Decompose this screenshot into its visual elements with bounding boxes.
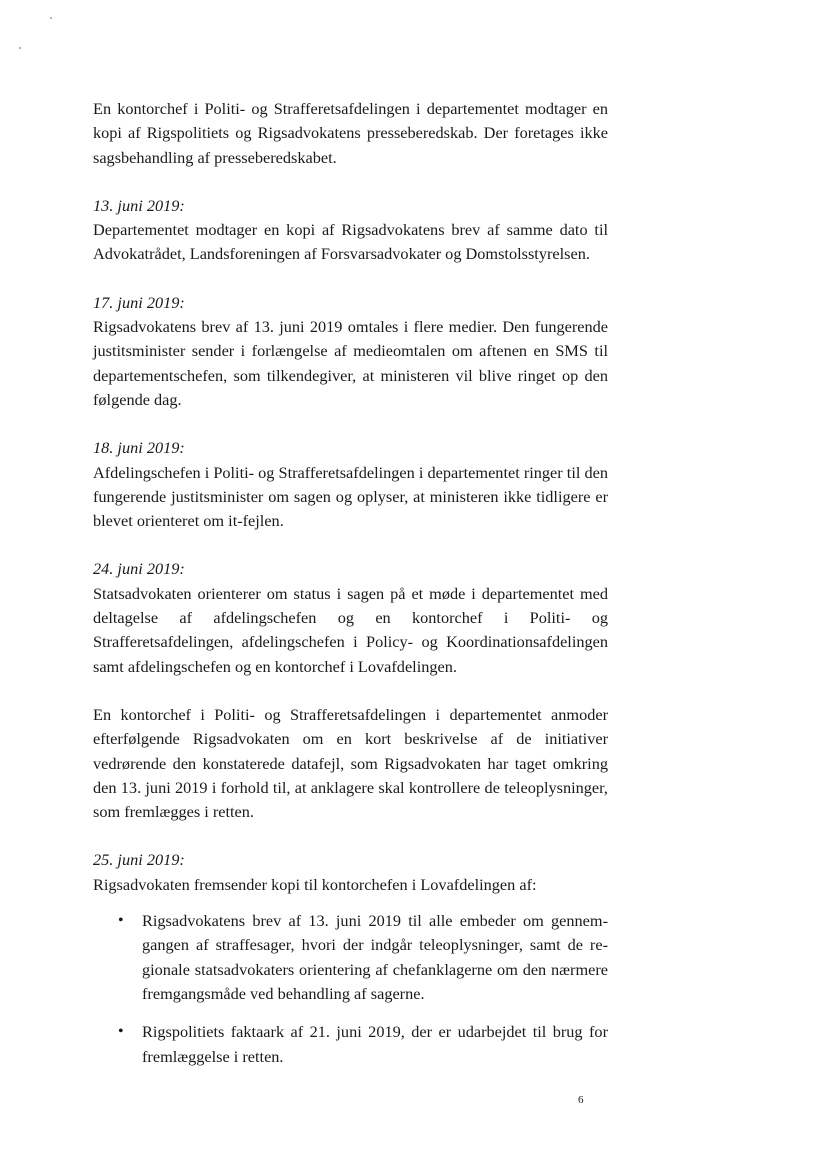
- bullet-icon: •: [118, 912, 124, 930]
- entry-date-18-june: 18. juni 2019:: [93, 438, 185, 458]
- entry-text-13-june: Departementet modtager en kopi af Rigsadvokatens brev af samme dato til Advokatrådet, Landsforeningen af Forsvarsadvokater og Domstolsstyrelsen.: [93, 220, 608, 264]
- list-item: [118, 1020, 608, 1069]
- entry-text-25-june: Rigsadvokaten fremsender kopi til kontorchefen i Lovafdelingen af:: [93, 874, 537, 894]
- scan-speck: [19, 47, 21, 49]
- list-item-text: Rigsadvokatens brev af 13. juni 2019 til alle embeder om gennemgangen af straffesager, hvori der indgår teleoplysninger, samt de regionale statsadvokaters orientering af chefanklagerne om den nærmere fremgangsmåde ved behandling af sagerne.: [142, 911, 608, 1003]
- entry-date-17-june: 17. juni 2019:: [93, 292, 185, 312]
- entry-date-13-june: 13. juni 2019:: [93, 195, 185, 215]
- entry-text-24-june-followup: En kontorchef i Politi- og Strafferetsafdelingen i departementet anmoder efterfølgende Rigsadvokaten om en kort beskrivelse af de initiativer vedrørende den konstaterede datafejl, som Rigsadvokaten har taget omkring den 13. juni 2019 i forhold til, at anklagere skal kontrollere de teleoplysninger, som fremlægges i retten.: [93, 704, 608, 822]
- list-item: [118, 909, 608, 1006]
- entry-date-24-june: 24. juni 2019:: [93, 559, 185, 579]
- entry-date-25-june: 25. juni 2019:: [93, 850, 185, 870]
- scan-speck: [50, 17, 52, 19]
- page-number: 6: [578, 1094, 584, 1106]
- entry-text-18-june: Afdelingschefen i Politi- og Strafferetsafdelingen i departementet ringer til den fungerende justitsminister om sagen og oplyser, at ministeren ikke tidligere er blevet orienteret om it-fejlen.: [93, 462, 608, 531]
- entry-text-17-june: Rigsadvokatens brev af 13. juni 2019 omtales i flere medier. Den fungerende justitsminister sender i forlængelse af medieomtalen om aftenen en SMS til departementschefen, som tilkendegiver, at ministeren vil blive ringet op den følgende dag.: [93, 317, 608, 409]
- attachment-list: [93, 909, 608, 1069]
- intro-paragraph: En kontorchef i Politi- og Strafferetsafdelingen i departementet modtager en kopi af Rigspolitiets og Rigsadvokatens presseberedskab. Der foretages ikke sagsbehandling af presseberedskabet.: [93, 99, 608, 167]
- list-item-text: Rigspolitiets faktaark af 21. juni 2019, der er udarbejdet til brug for fremlæggelse i retten.: [142, 1022, 608, 1066]
- bullet-icon: •: [118, 1023, 124, 1041]
- entry-text-24-june: Statsadvokaten orienterer om status i sagen på et møde i departementet med deltagelse af afdelingschefen og en kontorchef i Politi- og Strafferetsafdelingen, afdelingschefen i Policy- og Koordinationsafdelingen samt afdelingschefen og en kontorchef i Lovafdelingen.: [93, 583, 608, 676]
- document-body: [93, 97, 608, 1083]
